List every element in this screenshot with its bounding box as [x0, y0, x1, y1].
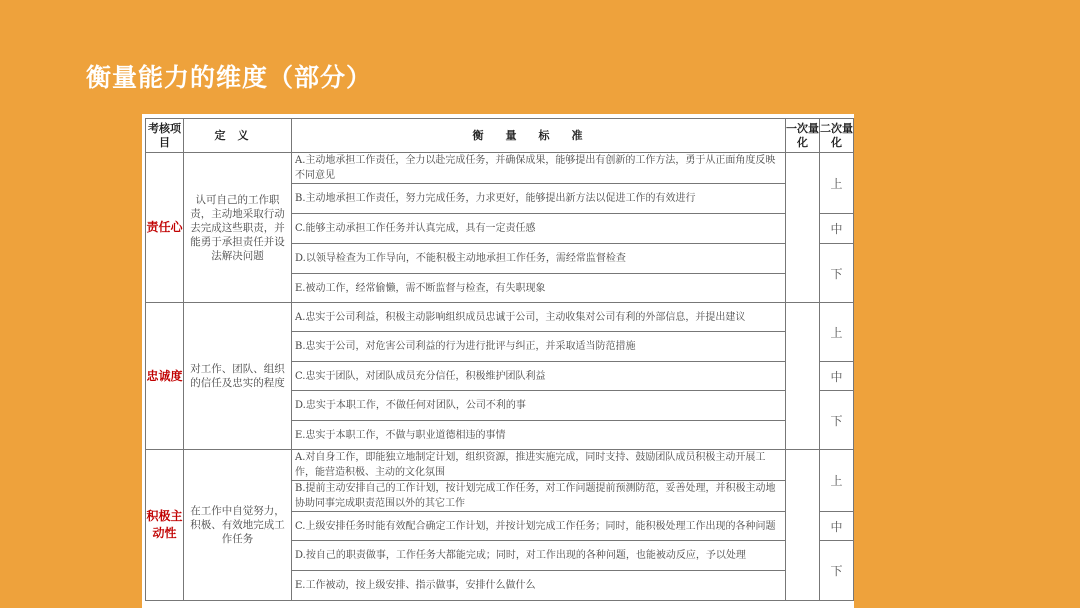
header-row — [146, 119, 854, 153]
evaluation-table-image — [142, 114, 854, 608]
definition-cell: 在工作中自觉努力，积极、有效地完成工作任务 — [184, 450, 292, 601]
criterion-cell: B.主动地承担工作责任，努力完成任务，力求更好，能够提出新方法以促进工作的有效进行 — [292, 184, 786, 214]
level-cell: 上 — [820, 303, 854, 362]
table-row — [146, 450, 854, 481]
criterion-cell: A.忠实于公司利益，积极主动影响组织成员忠诚于公司，主动收集对公司有利的外部信息，并提出建议 — [292, 303, 786, 332]
criterion-cell: C.能够主动承担工作任务并认真完成，具有一定责任感 — [292, 214, 786, 244]
criterion-cell: D.忠实于本职工作，不做任何对团队，公司不利的事 — [292, 391, 786, 421]
definition-cell: 对工作、团队、组织的信任及忠实的程度 — [184, 303, 292, 450]
level-cell: 下 — [820, 391, 854, 450]
quant1-cell — [786, 303, 820, 450]
definition-cell: 认可自己的工作职责，主动地采取行动去完成这些职责，并能勇于承担责任并设法解决问题 — [184, 153, 292, 303]
quant1-cell — [786, 153, 820, 303]
level-cell: 下 — [820, 541, 854, 601]
category-cell: 积极主动性 — [146, 450, 184, 601]
quant1-cell — [786, 450, 820, 601]
criterion-cell: B.忠实于公司，对危害公司利益的行为进行批评与纠正，并采取适当防范措施 — [292, 332, 786, 362]
header-quant2: 二次量化 — [820, 119, 854, 153]
criterion-cell: A.主动地承担工作责任，全力以赴完成任务，并确保成果，能够提出有创新的工作方法，勇于从正面角度反映不同意见 — [292, 153, 786, 184]
level-cell: 中 — [820, 362, 854, 391]
level-cell: 下 — [820, 244, 854, 303]
category-cell: 责任心 — [146, 153, 184, 303]
criterion-cell: D.按自己的职责做事，工作任务大都能完成；同时，对工作出现的各种问题，也能被动反应，予以处理 — [292, 541, 786, 571]
evaluation-table — [145, 118, 854, 601]
criterion-cell: E.忠实于本职工作，不做与职业道德相违的事情 — [292, 421, 786, 450]
criterion-cell: C.上级安排任务时能有效配合确定工作计划，并按计划完成工作任务；同时，能积极处理工作出现的各种问题 — [292, 512, 786, 541]
header-standard: 衡量标准 — [292, 119, 786, 153]
header-definition: 定义 — [184, 119, 292, 153]
criterion-cell: B.提前主动安排自己的工作计划，按计划完成工作任务，对工作问题提前预测防范，妥善处理，并积极主动地协助同事完成职责范围以外的其它工作 — [292, 481, 786, 512]
criterion-cell: E.工作被动，按上级安排、指示做事，安排什么做什么 — [292, 571, 786, 601]
level-cell: 中 — [820, 512, 854, 541]
category-cell: 忠诚度 — [146, 303, 184, 450]
table-row — [146, 303, 854, 332]
criterion-cell: D.以领导检查为工作导向，不能积极主动地承担工作任务，需经常监督检查 — [292, 244, 786, 274]
criterion-cell: E.被动工作，经常偷懒，需不断监督与检查，有失职现象 — [292, 274, 786, 303]
level-cell: 中 — [820, 214, 854, 244]
header-quant1: 一次量化 — [786, 119, 820, 153]
criterion-cell: A.对自身工作，即能独立地制定计划，组织资源，推进实施完成，同时支持、鼓励团队成员积极主动开展工作，能营造积极、主动的文化氛围 — [292, 450, 786, 481]
level-cell: 上 — [820, 153, 854, 214]
criterion-cell: C.忠实于团队，对团队成员充分信任，积极维护团队利益 — [292, 362, 786, 391]
header-item: 考核项目 — [146, 119, 184, 153]
page-title: 衡量能力的维度（部分） — [86, 63, 373, 92]
level-cell: 上 — [820, 450, 854, 512]
table-row — [146, 153, 854, 184]
